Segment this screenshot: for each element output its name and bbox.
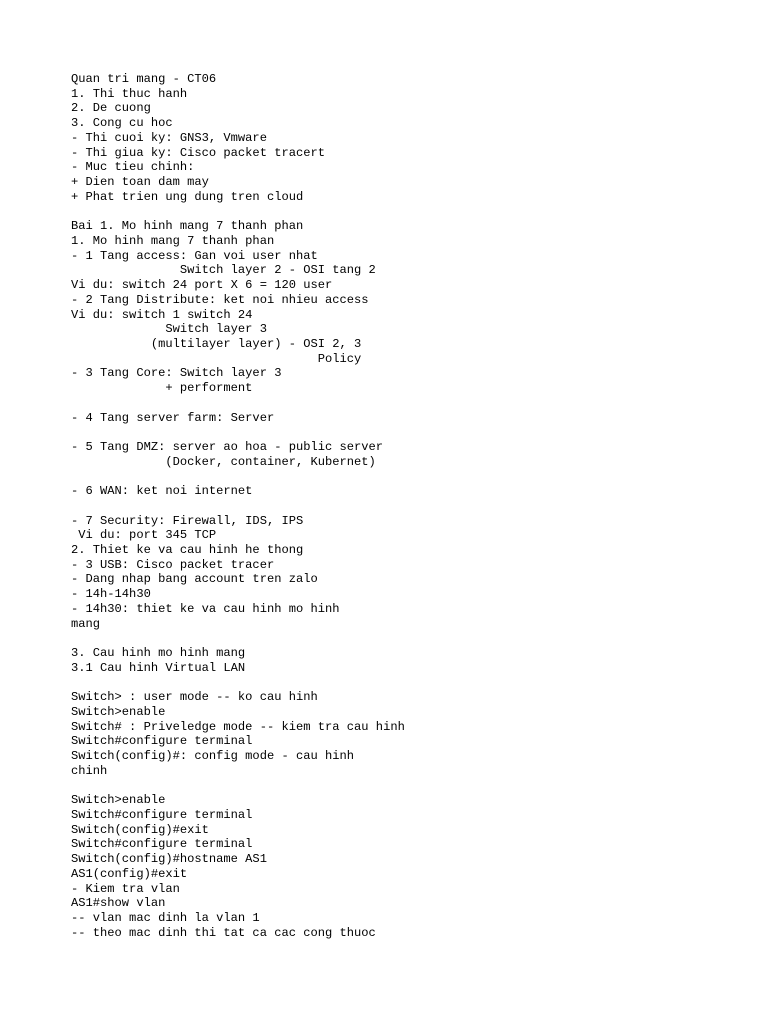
document-page [71,72,751,940]
document-text-block: Quan tri mang - CT06 1. Thi thuc hanh 2. De cuong 3. Cong cu hoc - Thi cuoi ky: GNS3, Vmware - Thi giua ky: Cisco packet tracert - Muc tieu chinh: + Dien toan dam may + Phat trien ung dung tren cloud Bai 1. Mo hinh mang 7 thanh phan 1. Mo hinh mang 7 thanh phan - 1 Tang access: Gan voi user nhat Switch layer 2 - OSI tang 2 Vi du: switch 24 port X 6 = 120 user - 2 Tang Distribute: ket noi nhieu access Vi du: switch 1 switch 24 Switch layer 3 (multilayer layer) - OSI 2, 3 Policy - 3 Tang Core: Switch layer 3 + performent - 4 Tang server farm: Server - 5 Tang DMZ: server ao hoa - public server (Docker, container, Kubernet) - 6 WAN: ket noi internet - 7 Security: Firewall, IDS, IPS Vi du: port 345 TCP 2. Thiet ke va cau hinh he thong - 3 USB: Cisco packet tracer - Dang nhap bang account tren zalo - 14h-14h30 - 14h30: thiet ke va cau hinh mo hinh mang 3. Cau hinh mo hinh mang 3.1 Cau hinh Virtual LAN Switch> : user mode -- ko cau hinh Switch>enable Switch# : Priveledge mode -- kiem tra cau hinh Switch#configure terminal Switch(config)#: config mode - cau hinh chinh Switch>enable Switch#configure terminal Switch(config)#exit Switch#configure terminal Switch(config)#hostname AS1 AS1(config)#exit - Kiem tra vlan AS1#show vlan -- vlan mac dinh la vlan 1 -- theo mac dinh thi tat ca cac cong thuoc [71,72,405,940]
